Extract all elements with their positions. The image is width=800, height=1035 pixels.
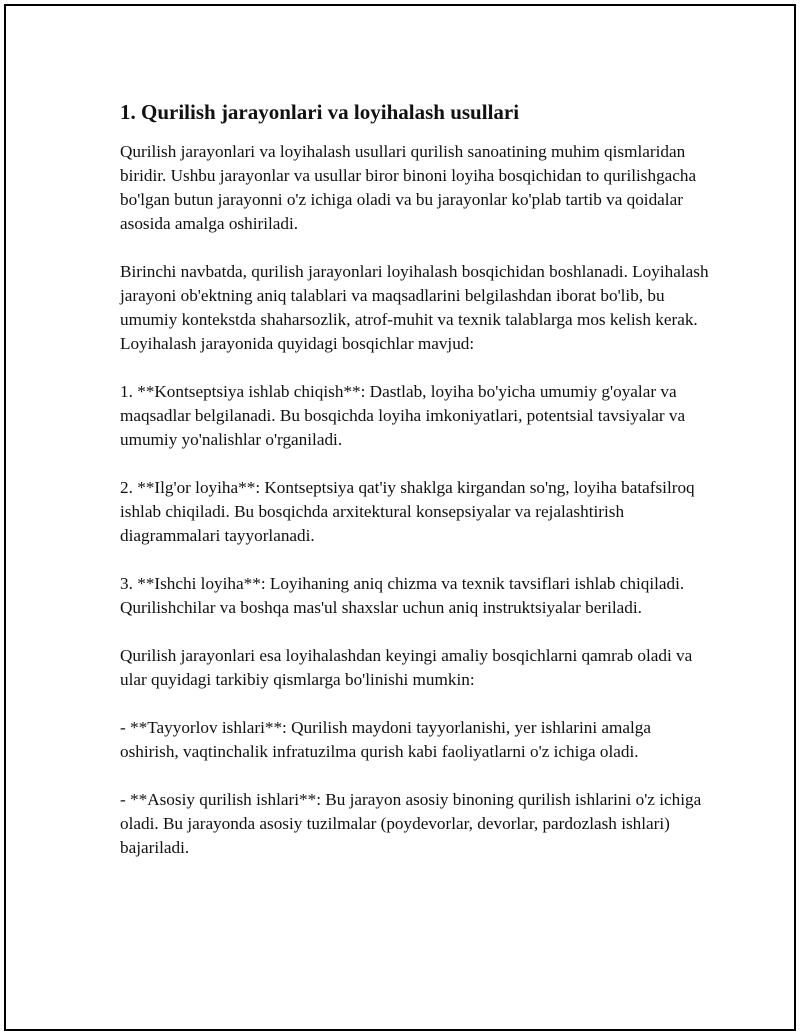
paragraph-step-working: 3. **Ishchi loyiha**: Loyihaning aniq chizma va texnik tavsiflari ishlab chiqiladi. Qurilishchilar va boshqa mas'ul shaxslar uchun aniq instruktsiyalar beriladi.	[120, 574, 685, 617]
paragraph-design-stage: Birinchi navbatda, qurilish jarayonlari loyihalash bosqichidan boshlanadi. Loyihalash jarayoni ob'ektning aniq talablari va maqsadlarini belgilashdan iborat bo'lib, bu umumiy kontekstda shaharsozlik, atrof-muhit va texnik talablarga mos kelish kerak. Loyihalash jarayonida quyidagi bosqichlar mavjud:	[120, 262, 709, 353]
paragraph-construction: Qurilish jarayonlari esa loyihalashdan keyingi amaliy bosqichlarni qamrab oladi va ular quyidagi tarkibiy qismlarga bo'linishi mumkin:	[120, 646, 693, 689]
page-frame	[4, 4, 796, 1031]
document-title: 1. Qurilish jarayonlari va loyihalash usullari	[120, 100, 520, 124]
paragraph-intro: Qurilish jarayonlari va loyihalash usullari qurilish sanoatining muhim qismlaridan biridir. Ushbu jarayonlar va usullar biror binoni loyiha bosqichidan to qurilishgacha bo'lgan butun jarayonni o'z ichiga oladi va bu jarayonlar ko'plab tartib va qoidalar asosida amalga oshiriladi.	[120, 142, 697, 233]
paragraph-main-works: - **Asosiy qurilish ishlari**: Bu jarayon asosiy binoning qurilish ishlarini o'z ichiga oladi. Bu jarayonda asosiy tuzilmalar (poydevorlar, devorlar, pardozlash ishlari) bajariladi.	[120, 790, 702, 857]
paragraph-preparatory-works: - **Tayyorlov ishlari**: Qurilish maydoni tayyorlanishi, yer ishlarini amalga oshirish, vaqtinchalik infratuzilma qurish kabi faoliyatlarni o'z ichiga oladi.	[120, 718, 652, 761]
paragraph-step-advanced: 2. **Ilg'or loyiha**: Kontseptsiya qat'iy shaklga kirgandan so'ng, loyiha batafsilroq ishlab chiqiladi. Bu bosqichda arxitektural konsepsiyalar va rejalashtirish diagrammalari tayyorlanadi.	[120, 478, 695, 545]
paragraph-step-concept: 1. **Kontseptsiya ishlab chiqish**: Dastlab, loyiha bo'yicha umumiy g'oyalar va maqsadlar belgilanadi. Bu bosqichda loyiha imkoniyatlari, potentsial tavsiyalar va umumiy yo'nalishlar o'rganiladi.	[120, 382, 686, 449]
document-body	[120, 98, 710, 884]
